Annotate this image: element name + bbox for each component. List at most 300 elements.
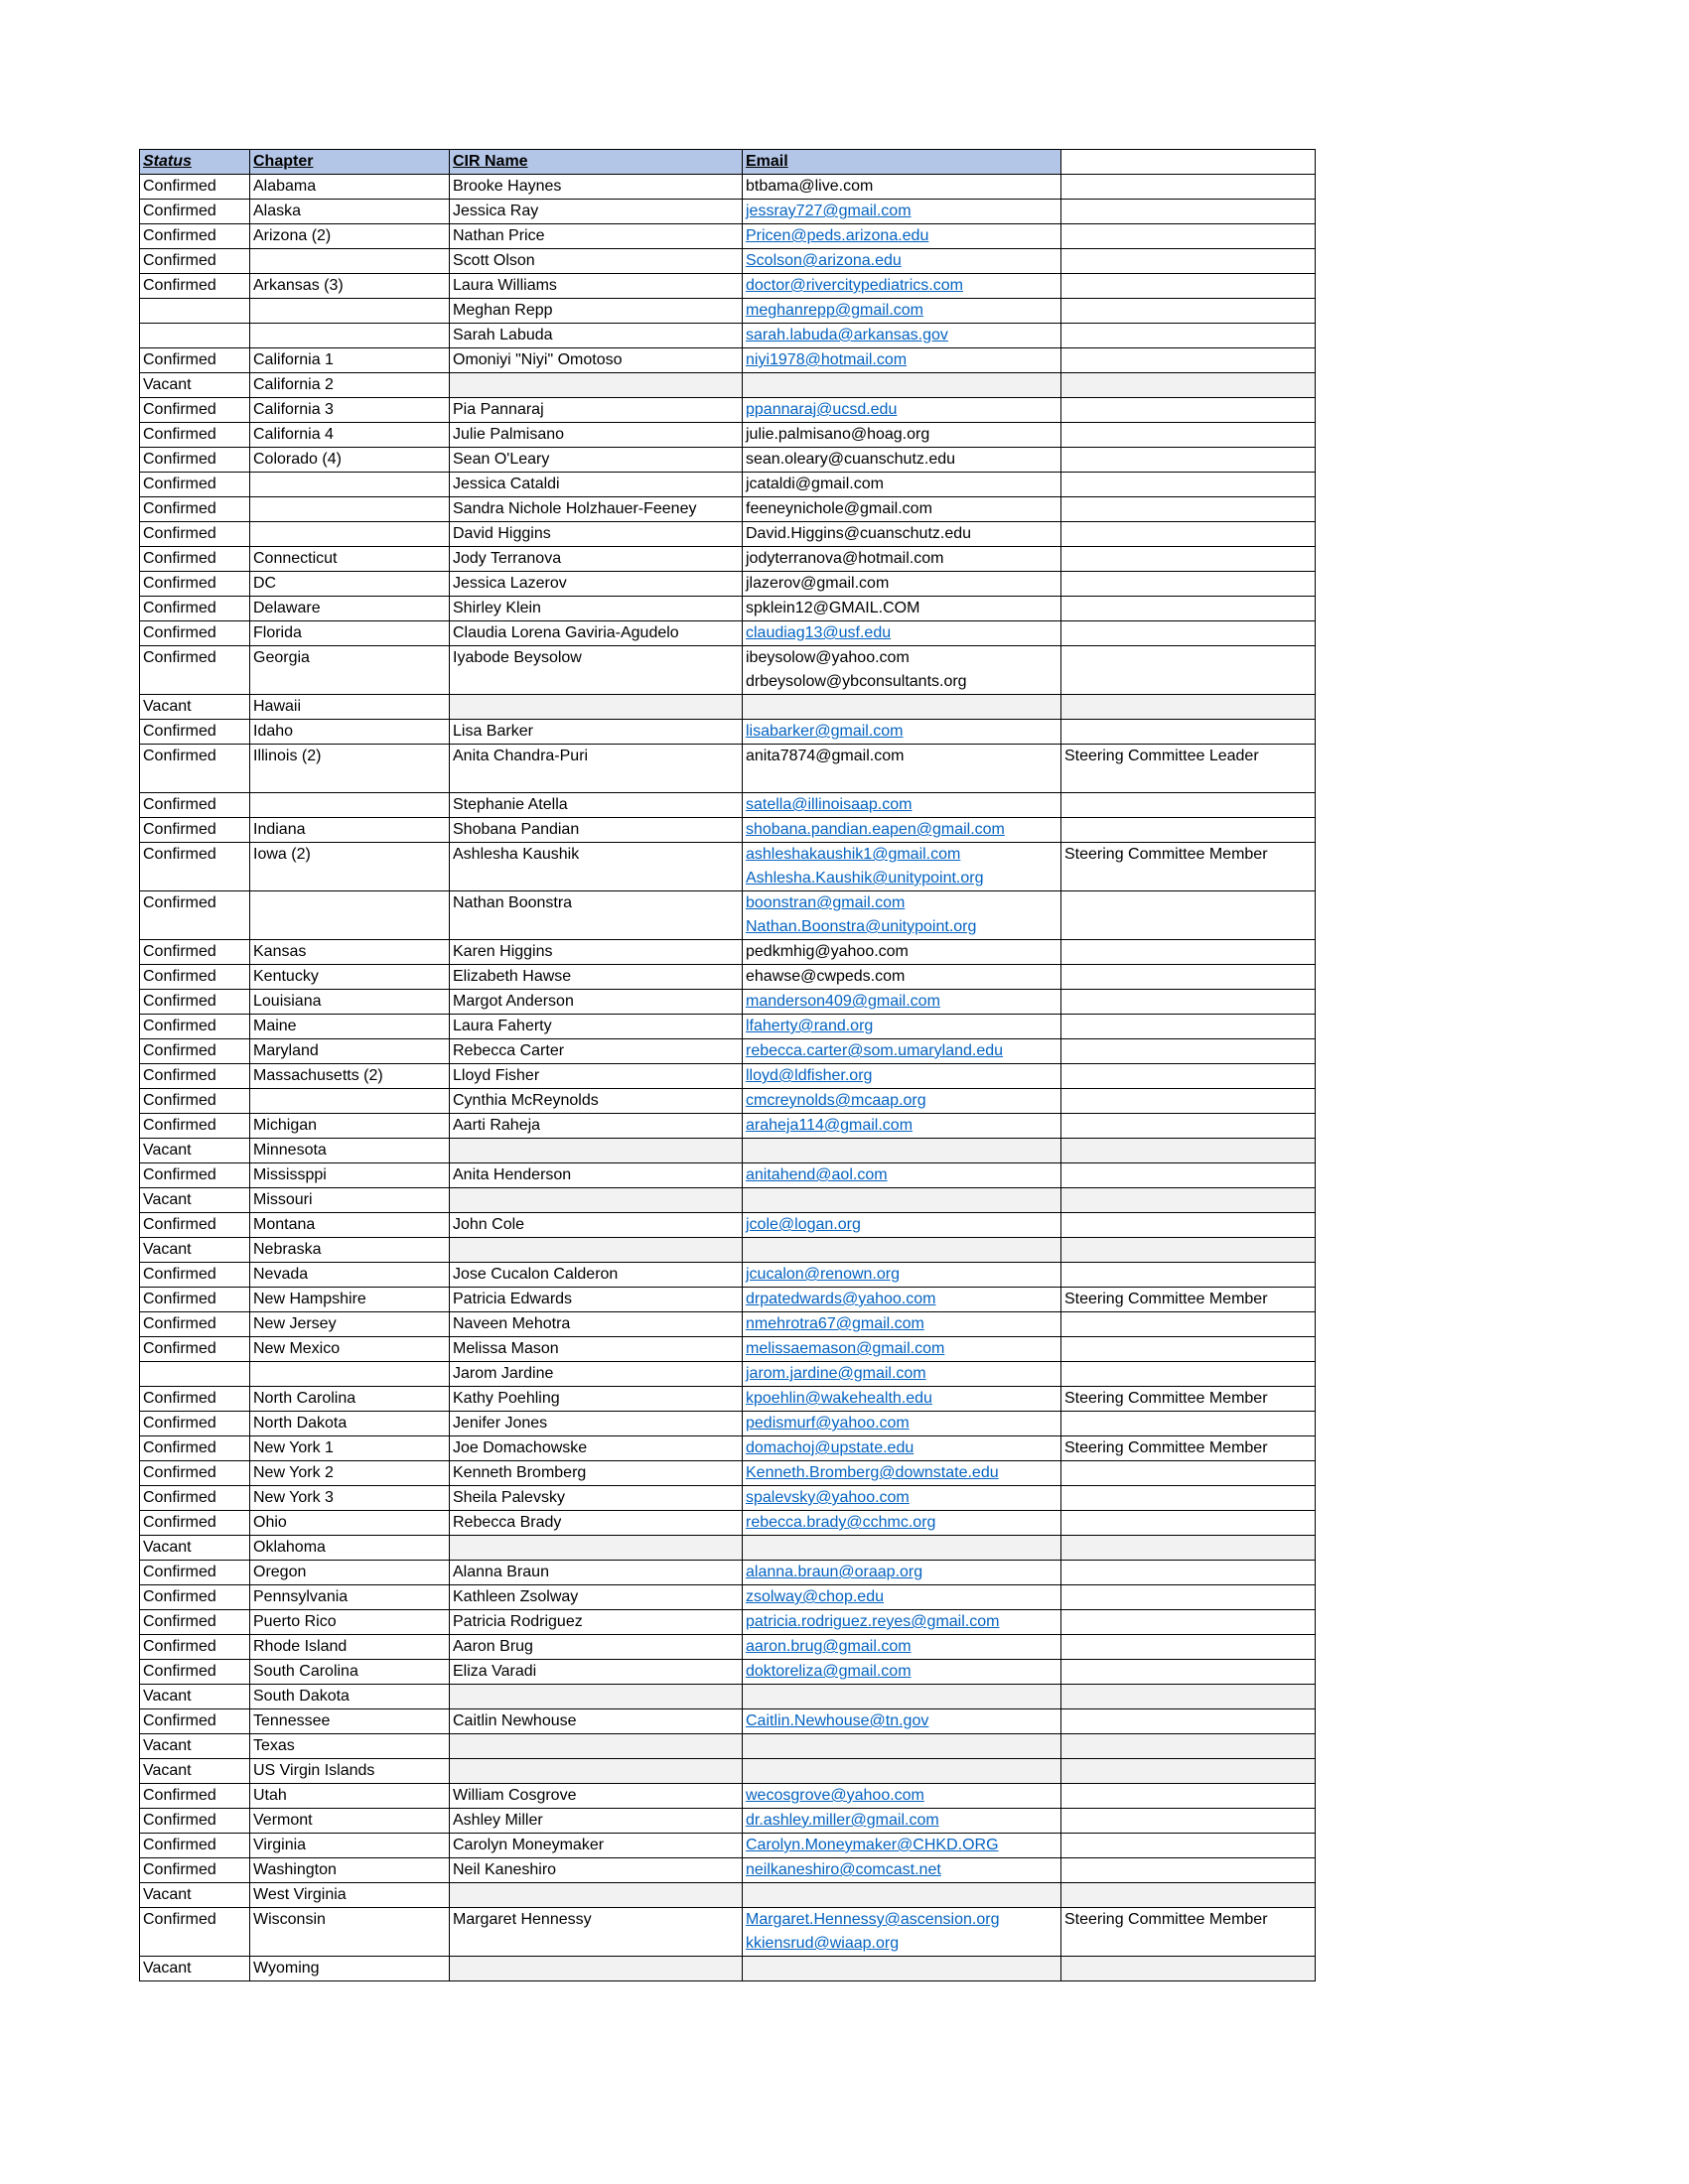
table-row [140, 1759, 1316, 1784]
table-row [140, 175, 1316, 200]
committee-note-cell [1061, 1734, 1316, 1759]
table-row [140, 1685, 1316, 1709]
cir-name-cell: Laura Williams [450, 274, 743, 299]
cir-name-cell: Ashley Miller [450, 1809, 743, 1834]
table-row [140, 1486, 1316, 1511]
status-cell: Confirmed [140, 175, 250, 200]
committee-note-cell [1061, 1263, 1316, 1288]
email-link[interactable]: niyi1978@hotmail.com [746, 351, 908, 368]
email-link[interactable]: Margaret.Hennessy@ascension.org [746, 1911, 1000, 1928]
email-cell [743, 1188, 1061, 1213]
table-row [140, 843, 1316, 891]
email-cell [743, 646, 1061, 695]
email-cell [743, 1461, 1061, 1486]
committee-note-cell [1061, 522, 1316, 547]
cir-name-cell: Jose Cucalon Calderon [450, 1263, 743, 1288]
email-text: anita7874@gmail.com [746, 748, 905, 764]
email-link[interactable]: Ashlesha.Kaushik@unitypoint.org [746, 870, 984, 887]
email-cell [743, 423, 1061, 448]
email-link[interactable]: manderson409@gmail.com [746, 993, 940, 1010]
email-cell [743, 1163, 1061, 1188]
status-cell: Confirmed [140, 348, 250, 373]
cir-name-cell: Ashlesha Kaushik [450, 843, 743, 891]
chapter-cell: Kentucky [250, 965, 450, 990]
cir-name-cell: Nathan Price [450, 224, 743, 249]
email-text: ehawse@cwpeds.com [746, 968, 906, 985]
cir-name-cell: Scott Olson [450, 249, 743, 274]
committee-note-cell [1061, 572, 1316, 597]
table-row [140, 720, 1316, 745]
chapter-cell: West Virginia [250, 1883, 450, 1908]
table-row [140, 224, 1316, 249]
status-cell: Confirmed [140, 793, 250, 818]
cir-name-cell: Kathy Poehling [450, 1387, 743, 1412]
committee-note-cell [1061, 175, 1316, 200]
cir-name-cell: Claudia Lorena Gaviria-Agudelo [450, 621, 743, 646]
table-row [140, 1908, 1316, 1957]
committee-note-cell [1061, 1064, 1316, 1089]
cir-name-cell: David Higgins [450, 522, 743, 547]
status-cell: Confirmed [140, 1834, 250, 1858]
email-cell [743, 348, 1061, 373]
cir-name-cell: Sean O'Leary [450, 448, 743, 473]
committee-note-cell [1061, 695, 1316, 720]
cir-name-cell: Carolyn Moneymaker [450, 1834, 743, 1858]
status-cell: Confirmed [140, 621, 250, 646]
email-link[interactable]: Kenneth.Bromberg@downstate.edu [746, 1464, 999, 1481]
chapter-cell: Washington [250, 1858, 450, 1883]
cir-name-cell: Sandra Nichole Holzhauer-Feeney [450, 497, 743, 522]
status-cell: Confirmed [140, 1412, 250, 1436]
status-cell: Vacant [140, 373, 250, 398]
email-link[interactable]: kpoehlin@wakehealth.edu [746, 1390, 932, 1407]
table-row [140, 695, 1316, 720]
email-link[interactable]: spalevsky@yahoo.com [746, 1489, 910, 1506]
email-link[interactable]: lloyd@ldfisher.org [746, 1067, 873, 1084]
committee-note-cell [1061, 224, 1316, 249]
email-link[interactable]: araheja114@gmail.com [746, 1117, 914, 1134]
status-cell: Confirmed [140, 1163, 250, 1188]
email-cell [743, 1387, 1061, 1412]
cir-name-cell: Stephanie Atella [450, 793, 743, 818]
table-row [140, 990, 1316, 1015]
status-cell: Confirmed [140, 990, 250, 1015]
committee-note-cell [1061, 891, 1316, 940]
committee-note-cell [1061, 597, 1316, 621]
chapter-cell: Wisconsin [250, 1908, 450, 1957]
email-column-header[interactable]: Email [743, 150, 1061, 175]
email-cell [743, 843, 1061, 891]
table-row [140, 1089, 1316, 1114]
email-cell [743, 497, 1061, 522]
email-link[interactable]: domachoj@upstate.edu [746, 1439, 915, 1456]
cir-name-cell: Kenneth Bromberg [450, 1461, 743, 1486]
email-text: julie.palmisano@hoag.org [746, 426, 930, 443]
committee-note-cell [1061, 1784, 1316, 1809]
email-cell [743, 597, 1061, 621]
status-cell: Confirmed [140, 720, 250, 745]
cir-name-cell: Cynthia McReynolds [450, 1089, 743, 1114]
email-link[interactable]: alanna.braun@oraap.org [746, 1564, 923, 1580]
status-cell: Confirmed [140, 1511, 250, 1536]
email-cell [743, 1784, 1061, 1809]
chapter-cell: New York 1 [250, 1436, 450, 1461]
status-cell: Confirmed [140, 1015, 250, 1039]
committee-note-cell: Steering Committee Member [1061, 1387, 1316, 1412]
email-cell [743, 1536, 1061, 1561]
status-cell: Confirmed [140, 818, 250, 843]
committee-note-cell [1061, 1188, 1316, 1213]
email-text: jcataldi@gmail.com [746, 476, 884, 492]
email-link[interactable]: jcucalon@renown.org [746, 1266, 900, 1283]
chapter-cell [250, 473, 450, 497]
status-cell: Confirmed [140, 274, 250, 299]
table-row [140, 1039, 1316, 1064]
cir-name-column-header[interactable]: CIR Name [450, 150, 743, 175]
email-link[interactable]: claudiag13@usf.edu [746, 624, 892, 641]
email-cell [743, 398, 1061, 423]
status-cell: Confirmed [140, 423, 250, 448]
status-cell [140, 324, 250, 348]
email-link[interactable]: ppannaraj@ucsd.edu [746, 401, 898, 418]
committee-note-cell [1061, 1039, 1316, 1064]
email-link[interactable]: nmehrotra67@gmail.com [746, 1315, 924, 1332]
email-link[interactable]: Pricen@peds.arizona.edu [746, 227, 929, 244]
email-link[interactable]: lfaherty@rand.org [746, 1018, 874, 1034]
status-cell [140, 1362, 250, 1387]
table-row [140, 1337, 1316, 1362]
cir-name-cell: Julie Palmisano [450, 423, 743, 448]
email-cell [743, 572, 1061, 597]
table-row [140, 299, 1316, 324]
email-cell [743, 1089, 1061, 1114]
status-cell: Confirmed [140, 745, 250, 793]
chapter-cell: California 2 [250, 373, 450, 398]
table-row [140, 1784, 1316, 1809]
email-link[interactable]: rebecca.carter@som.umaryland.edu [746, 1042, 1004, 1059]
table-row [140, 1436, 1316, 1461]
email-cell [743, 1809, 1061, 1834]
cir-name-cell: Omoniyi "Niyi" Omotoso [450, 348, 743, 373]
table-row [140, 1834, 1316, 1858]
chapter-cell: Mississppi [250, 1163, 450, 1188]
email-link[interactable]: zsolway@chop.edu [746, 1588, 884, 1605]
email-link[interactable]: patricia.rodriguez.reyes@gmail.com [746, 1613, 1000, 1630]
email-link[interactable]: melissaemason@gmail.com [746, 1340, 945, 1357]
chapter-cell: Louisiana [250, 990, 450, 1015]
email-cell [743, 1263, 1061, 1288]
email-link[interactable]: Nathan.Boonstra@unitypoint.org [746, 918, 977, 935]
committee-note-cell: Steering Committee Member [1061, 843, 1316, 891]
committee-note-cell [1061, 1337, 1316, 1362]
cir-name-cell: Melissa Mason [450, 1337, 743, 1362]
table-row [140, 1536, 1316, 1561]
email-cell [743, 274, 1061, 299]
table-row [140, 522, 1316, 547]
chapter-cell: Hawaii [250, 695, 450, 720]
email-link[interactable]: shobana.pandian.eapen@gmail.com [746, 821, 1005, 838]
status-cell: Confirmed [140, 1387, 250, 1412]
status-cell [140, 299, 250, 324]
cir-name-cell [450, 695, 743, 720]
chapter-cell: California 3 [250, 398, 450, 423]
email-cell [743, 473, 1061, 497]
cir-name-cell: Aarti Raheja [450, 1114, 743, 1139]
status-cell: Confirmed [140, 249, 250, 274]
cir-name-cell [450, 1957, 743, 1981]
committee-note-cell [1061, 473, 1316, 497]
cir-name-cell: Sheila Palevsky [450, 1486, 743, 1511]
table-row [140, 1809, 1316, 1834]
committee-note-cell [1061, 1759, 1316, 1784]
chapter-cell: Indiana [250, 818, 450, 843]
email-link[interactable]: pedismurf@yahoo.com [746, 1415, 910, 1432]
email-cell [743, 1436, 1061, 1461]
email-link[interactable]: Caitlin.Newhouse@tn.gov [746, 1712, 929, 1729]
table-row [140, 1387, 1316, 1412]
committee-note-cell [1061, 1660, 1316, 1685]
cir-name-cell: Anita Henderson [450, 1163, 743, 1188]
chapter-cell: Virginia [250, 1834, 450, 1858]
table-row [140, 745, 1316, 793]
status-cell: Vacant [140, 1238, 250, 1263]
table-row [140, 1709, 1316, 1734]
email-cell [743, 1114, 1061, 1139]
table-row [140, 249, 1316, 274]
committee-note-cell [1061, 793, 1316, 818]
status-cell: Confirmed [140, 646, 250, 695]
cir-name-cell: Lisa Barker [450, 720, 743, 745]
chapter-cell: Utah [250, 1784, 450, 1809]
chapter-cell: Illinois (2) [250, 745, 450, 793]
table-row [140, 448, 1316, 473]
table-row [140, 1064, 1316, 1089]
email-link[interactable]: Scolson@arizona.edu [746, 252, 902, 269]
email-cell [743, 793, 1061, 818]
status-cell: Confirmed [140, 497, 250, 522]
chapter-cell: Georgia [250, 646, 450, 695]
email-link[interactable]: meghanrepp@gmail.com [746, 302, 923, 319]
email-cell [743, 1486, 1061, 1511]
committee-note-cell [1061, 1461, 1316, 1486]
email-link[interactable]: ashleshakaushik1@gmail.com [746, 846, 961, 863]
chapter-cell [250, 324, 450, 348]
cir-name-cell: Jody Terranova [450, 547, 743, 572]
status-cell: Confirmed [140, 1064, 250, 1089]
header-row [140, 150, 1316, 175]
chapter-cell: South Dakota [250, 1685, 450, 1709]
email-cell [743, 1883, 1061, 1908]
chapter-cell [250, 1362, 450, 1387]
committee-note-cell [1061, 448, 1316, 473]
cir-name-cell: Rebecca Brady [450, 1511, 743, 1536]
email-link[interactable]: doktoreliza@gmail.com [746, 1663, 912, 1680]
committee-note-cell [1061, 373, 1316, 398]
status-cell: Vacant [140, 1188, 250, 1213]
cir-name-cell: Anita Chandra-Puri [450, 745, 743, 793]
table-row [140, 572, 1316, 597]
committee-note-cell [1061, 990, 1316, 1015]
committee-note-cell [1061, 1163, 1316, 1188]
cir-name-cell: Patricia Edwards [450, 1288, 743, 1312]
email-cell [743, 621, 1061, 646]
cir-name-cell: Laura Faherty [450, 1015, 743, 1039]
committee-note-cell [1061, 1635, 1316, 1660]
table-row [140, 1734, 1316, 1759]
chapter-cell: Arkansas (3) [250, 274, 450, 299]
chapter-column-header[interactable]: Chapter [250, 150, 450, 175]
email-text: jlazerov@gmail.com [746, 575, 890, 592]
status-cell: Confirmed [140, 1858, 250, 1883]
table-row [140, 597, 1316, 621]
committee-note-cell [1061, 1585, 1316, 1610]
status-cell: Confirmed [140, 1039, 250, 1064]
email-cell [743, 1709, 1061, 1734]
email-cell [743, 1957, 1061, 1981]
table-row [140, 1610, 1316, 1635]
cir-name-cell [450, 1883, 743, 1908]
committee-note-cell: Steering Committee Leader [1061, 745, 1316, 793]
status-cell: Confirmed [140, 1908, 250, 1957]
chapter-cell: North Dakota [250, 1412, 450, 1436]
chapter-cell: Kansas [250, 940, 450, 965]
cir-name-cell: Eliza Varadi [450, 1660, 743, 1685]
email-text: David.Higgins@cuanschutz.edu [746, 525, 972, 542]
email-link[interactable]: Carolyn.Moneymaker@CHKD.ORG [746, 1837, 999, 1853]
email-cell [743, 1759, 1061, 1784]
committee-note-cell [1061, 646, 1316, 695]
email-link[interactable]: kkiensrud@wiaap.org [746, 1935, 900, 1952]
table-row [140, 1858, 1316, 1883]
email-text: pedkmhig@yahoo.com [746, 943, 909, 960]
committee-note-cell: Steering Committee Member [1061, 1288, 1316, 1312]
email-link[interactable]: neilkaneshiro@comcast.net [746, 1861, 941, 1878]
chapter-cell: Montana [250, 1213, 450, 1238]
table-row [140, 1015, 1316, 1039]
email-link[interactable]: jarom.jardine@gmail.com [746, 1365, 926, 1382]
chapter-cell: Oklahoma [250, 1536, 450, 1561]
status-cell: Confirmed [140, 1709, 250, 1734]
committee-note-cell [1061, 299, 1316, 324]
status-cell: Confirmed [140, 965, 250, 990]
status-cell: Confirmed [140, 1660, 250, 1685]
committee-note-cell [1061, 1709, 1316, 1734]
email-link[interactable]: aaron.brug@gmail.com [746, 1638, 912, 1655]
email-text: ibeysolow@yahoo.com [746, 649, 910, 666]
table-row [140, 965, 1316, 990]
chapter-cell: Tennessee [250, 1709, 450, 1734]
table-row [140, 1585, 1316, 1610]
committee-note-cell [1061, 1883, 1316, 1908]
email-link[interactable]: jcole@logan.org [746, 1216, 861, 1233]
chapter-cell: Nevada [250, 1263, 450, 1288]
email-link[interactable]: dr.ashley.miller@gmail.com [746, 1812, 939, 1829]
committee-note-cell [1061, 1685, 1316, 1709]
committee-note-cell [1061, 1511, 1316, 1536]
email-cell [743, 1660, 1061, 1685]
committee-note-cell [1061, 324, 1316, 348]
committee-note-cell: Steering Committee Member [1061, 1908, 1316, 1957]
email-cell [743, 1585, 1061, 1610]
table-row [140, 1883, 1316, 1908]
email-cell [743, 990, 1061, 1015]
chapter-cell: DC [250, 572, 450, 597]
email-cell [743, 1412, 1061, 1436]
cir-name-cell: Neil Kaneshiro [450, 1858, 743, 1883]
cir-name-cell [450, 1685, 743, 1709]
email-link[interactable]: lisabarker@gmail.com [746, 723, 904, 740]
email-cell [743, 1015, 1061, 1039]
chapter-cell: Alabama [250, 175, 450, 200]
table-row [140, 940, 1316, 965]
committee-note-cell [1061, 1809, 1316, 1834]
chapter-cell [250, 299, 450, 324]
email-link[interactable]: anitahend@aol.com [746, 1166, 888, 1183]
email-cell [743, 1238, 1061, 1263]
cir-name-cell: Brooke Haynes [450, 175, 743, 200]
email-link[interactable]: wecosgrove@yahoo.com [746, 1787, 924, 1804]
email-cell [743, 1908, 1061, 1957]
cir-name-cell: Shirley Klein [450, 597, 743, 621]
chapter-cell [250, 522, 450, 547]
cir-name-cell: Jenifer Jones [450, 1412, 743, 1436]
committee-note-cell [1061, 1015, 1316, 1039]
chapter-cell: California 1 [250, 348, 450, 373]
table-row [140, 1461, 1316, 1486]
status-cell: Confirmed [140, 1089, 250, 1114]
table-row [140, 497, 1316, 522]
status-column-header[interactable]: Status [140, 150, 250, 175]
committee-note-cell [1061, 818, 1316, 843]
table-row [140, 1213, 1316, 1238]
status-cell: Confirmed [140, 940, 250, 965]
email-link[interactable]: doctor@rivercitypediatrics.com [746, 277, 963, 294]
status-cell: Vacant [140, 1139, 250, 1163]
cir-name-cell: Jessica Cataldi [450, 473, 743, 497]
chapter-cell: Michigan [250, 1114, 450, 1139]
table-row [140, 1660, 1316, 1685]
table-row [140, 646, 1316, 695]
email-link[interactable]: satella@illinoisaap.com [746, 796, 913, 813]
status-cell: Confirmed [140, 1436, 250, 1461]
table-row [140, 1139, 1316, 1163]
chapter-cell [250, 793, 450, 818]
email-link[interactable]: jessray727@gmail.com [746, 203, 912, 219]
email-link[interactable]: boonstran@gmail.com [746, 894, 906, 911]
chapter-cell: New York 3 [250, 1486, 450, 1511]
table-row [140, 1114, 1316, 1139]
committee-note-cell [1061, 348, 1316, 373]
status-cell: Confirmed [140, 473, 250, 497]
email-link[interactable]: drpatedwards@yahoo.com [746, 1291, 936, 1307]
cir-name-cell: Jarom Jardine [450, 1362, 743, 1387]
cir-name-cell [450, 1759, 743, 1784]
chapter-cell: New Hampshire [250, 1288, 450, 1312]
committee-note-cell [1061, 1114, 1316, 1139]
table-row [140, 1163, 1316, 1188]
cir-name-cell: Elizabeth Hawse [450, 965, 743, 990]
email-cell [743, 965, 1061, 990]
chapter-cell: New Mexico [250, 1337, 450, 1362]
email-link[interactable]: rebecca.brady@cchmc.org [746, 1514, 936, 1531]
roster-table [139, 149, 1316, 1981]
email-link[interactable]: cmcreynolds@mcaap.org [746, 1092, 926, 1109]
status-cell: Confirmed [140, 1784, 250, 1809]
cir-name-cell: Patricia Rodriguez [450, 1610, 743, 1635]
cir-name-cell: Meghan Repp [450, 299, 743, 324]
cir-name-cell [450, 1139, 743, 1163]
email-link[interactable]: sarah.labuda@arkansas.gov [746, 327, 948, 343]
